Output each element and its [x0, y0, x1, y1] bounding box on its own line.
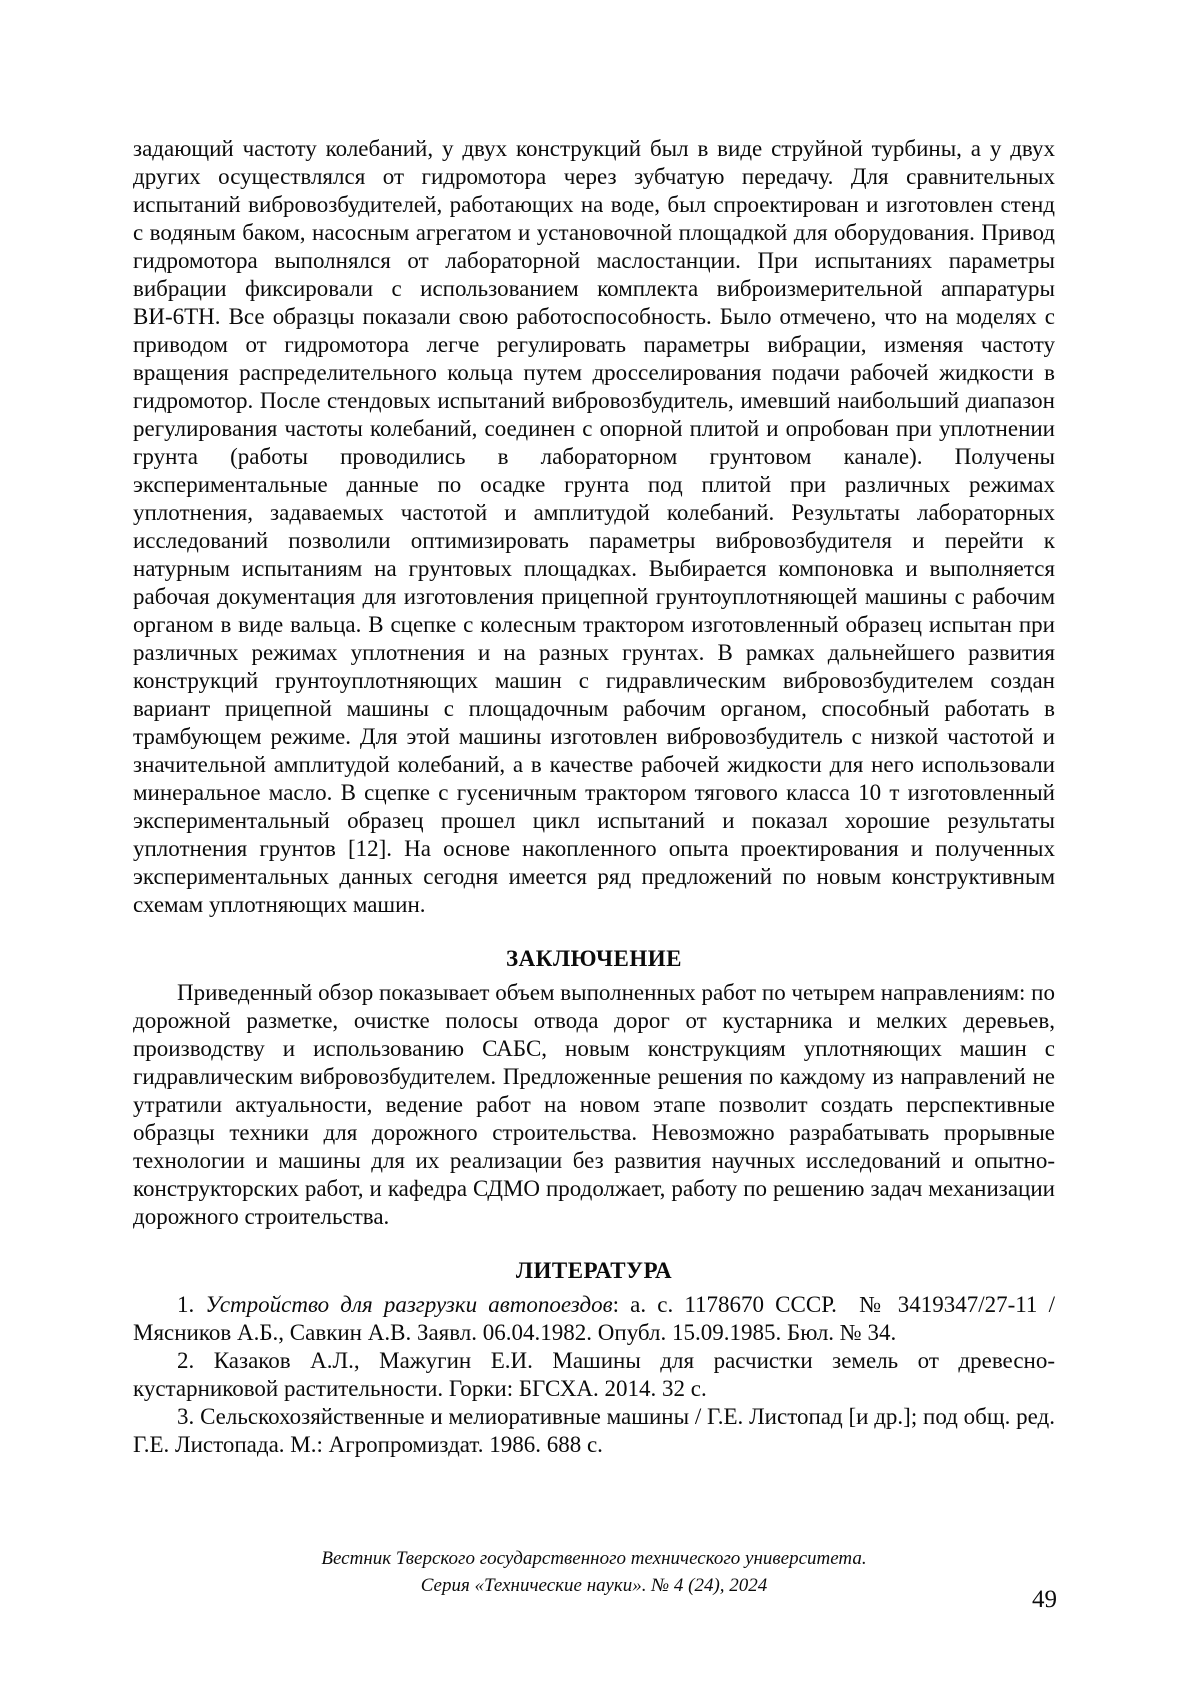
reference-item-1	[133, 1291, 1055, 1347]
page-number: 49	[1032, 1586, 1057, 1613]
continuation-paragraph: задающий частоту колебаний, у двух конструкций был в виде струйной турбины, а у двух других осуществлялся от гидромотора через зубчатую передачу. Для сравнительных испытаний вибровозбудителей, работающих на воде, был спроектирован и изготовлен стенд с водяным баком, насосным агрегатом и установочной площадкой для оборудования. Привод гидромотора выполнялся от лабораторной маслостанции. При испытаниях параметры вибрации фиксировали с использованием комплекта виброизмерительной аппаратуры ВИ-6ТН. Все образцы показали свою работоспособность. Было отмечено, что на моделях с приводом от гидромотора легче регулировать параметры вибрации, изменяя частоту вращения распределительного кольца путем дросселирования подачи рабочей жидкости в гидромотор. После стендовых испытаний вибровозбудитель, имевший наибольший диапазон регулирования частоты колебаний, соединен с опорной плитой и опробован при уплотнении грунта (работы проводились в лабораторном грунтовом канале). Получены экспериментальные данные по осадке грунта под плитой при различных режимах уплотнения, задаваемых частотой и амплитудой колебаний. Результаты лабораторных исследований позволили оптимизировать параметры вибровозбудителя и перейти к натурным испытаниям на грунтовых площадках. Выбирается компоновка и выполняется рабочая документация для изготовления прицепной грунтоуплотняющей машины с рабочим органом в виде вальца. В сцепке с колесным трактором изготовленный образец испытан при различных режимах уплотнения и на разных грунтах. В рамках дальнейшего развития конструкций грунтоуплотняющих машин с гидравлическим вибровозбудителем создан вариант прицепной машины с площадочным рабочим органом, способный работать в трамбующем режиме. Для этой машины изготовлен вибровозбудитель с низкой частотой и значительной амплитудой колебаний, а в качестве рабочей жидкости для него использовали минеральное масло. В сцепке с гусеничным трактором тягового класса 10 т изготовленный экспериментальный образец прошел цикл испытаний и показал хорошие результаты уплотнения грунтов [12]. На основе накопленного опыта проектирования и полученных экспериментальных данных сегодня имеется ряд предложений по новым конструктивным схемам уплотняющих машин.	[133, 136, 1055, 917]
reference-item-3	[133, 1403, 1055, 1459]
reference-number: 1.	[177, 1292, 206, 1317]
reference-text: : а. с. 1178670 СССР. № 3419347/27-11 / Мясников А.Б., Савкин А.В. Заявл. 06.04.1982. Опубл. 15.09.1985. Бюл. № 34.	[133, 1292, 1055, 1345]
reference-text: Сельскохозяйственные и мелиоративные машины / Г.Е. Листопад [и др.]; под общ. ред. Г.Е. Листопада. М.: Агропромиздат. 1986. 688 с.	[133, 1404, 1056, 1457]
conclusion-paragraph: Приведенный обзор показывает объем выполненных работ по четырем направлениям: по дорожной разметке, очистке полосы отвода дорог от кустарника и мелких деревьев, производству и использованию САБС, новым конструкциям уплотняющих машин с гидравлическим вибровозбудителем. Предложенные решения по каждому из направлений не утратили актуальности, ведение работ на новом этапе позволит создать перспективные образцы техники для дорожного строительства. Невозможно разрабатывать прорывные технологии и машины для их реализации без развития научных исследований и опытно-конструкторских работ, и кафедра СДМО продолжает, работу по решению задач механизации дорожного строительства.	[133, 980, 1055, 1229]
reference-text: Казаков А.Л., Мажугин Е.И. Машины для расчистки земель от древесно-кустарниковой растительности. Горки: БГСХА. 2014. 32 с.	[133, 1348, 1056, 1401]
text-column	[133, 135, 1055, 1459]
journal-footer-line2: Серия «Технические науки». № 4 (24), 2024	[420, 1575, 768, 1596]
reference-number: 2.	[177, 1348, 214, 1373]
reference-number: 3.	[177, 1404, 201, 1429]
journal-footer-line1: Вестник Тверского государственного технического университета.	[321, 1548, 867, 1569]
conclusion-heading: ЗАКЛЮЧЕНИЕ	[506, 946, 682, 971]
reference-item-2	[133, 1347, 1055, 1403]
literature-heading: ЛИТЕРАТУРА	[515, 1258, 673, 1283]
journal-footer	[133, 1545, 1055, 1599]
reference-title-italic: Устройство для разгрузки автопоездов	[205, 1292, 613, 1317]
